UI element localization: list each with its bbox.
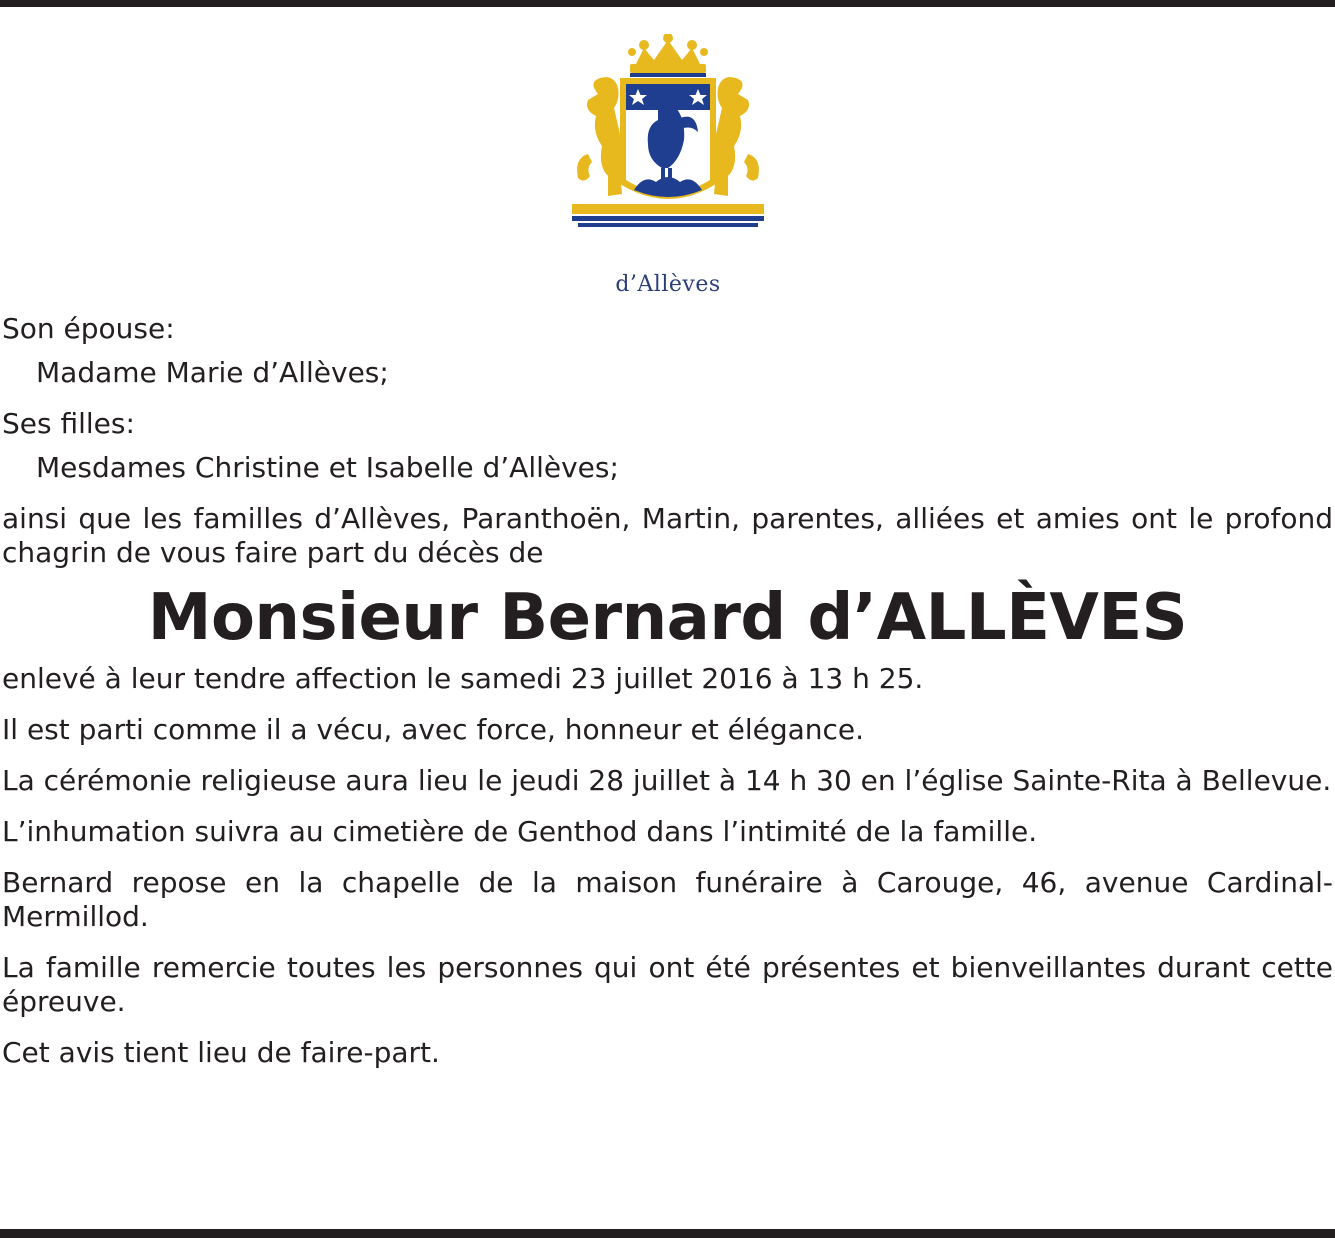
families-text: ainsi que les familles d’Allèves, Paranthoën, Martin, parentes, alliées et amies ont le profond chagrin de vous faire part du décès de [2,502,1333,569]
deceased-name: Monsieur Bernard d’ALLÈVES [147,581,1188,655]
family-logo [558,34,768,297]
resting-text: Bernard repose en la chapelle de la maison funéraire à Carouge, 46, avenue Cardinal-Mermillod. [2,866,1333,933]
daughters-label: Ses filles: [2,407,135,440]
obituary-notice [2,312,1333,1070]
bottom-rule [0,1229,1335,1238]
closing-text: Cet avis tient lieu de faire-part. [2,1036,440,1069]
daughters-names: Mesdames Christine et Isabelle d’Allèves; [36,451,619,484]
top-rule [0,0,1335,7]
spouse-label: Son épouse: [2,312,175,345]
tribute-text: Il est parti comme il a vécu, avec force, honneur et élégance. [2,713,865,746]
thanks-text: La famille remercie toutes les personnes qui ont été présentes et bienveillantes durant cette épreuve. [2,951,1333,1018]
burial-text: L’inhumation suivra au cimetière de Genthod dans l’intimité de la famille. [2,815,1038,848]
death-text: enlevé à leur tendre affection le samedi 23 juillet 2016 à 13 h 25. [2,662,924,695]
logo-caption: d’Allèves [615,272,721,297]
spouse-name: Madame Marie d’Allèves; [36,356,389,389]
coat-of-arms-icon [558,34,778,269]
ceremony-text: La cérémonie religieuse aura lieu le jeudi 28 juillet à 14 h 30 en l’église Sainte-Rita à Bellevue. [2,764,1332,797]
